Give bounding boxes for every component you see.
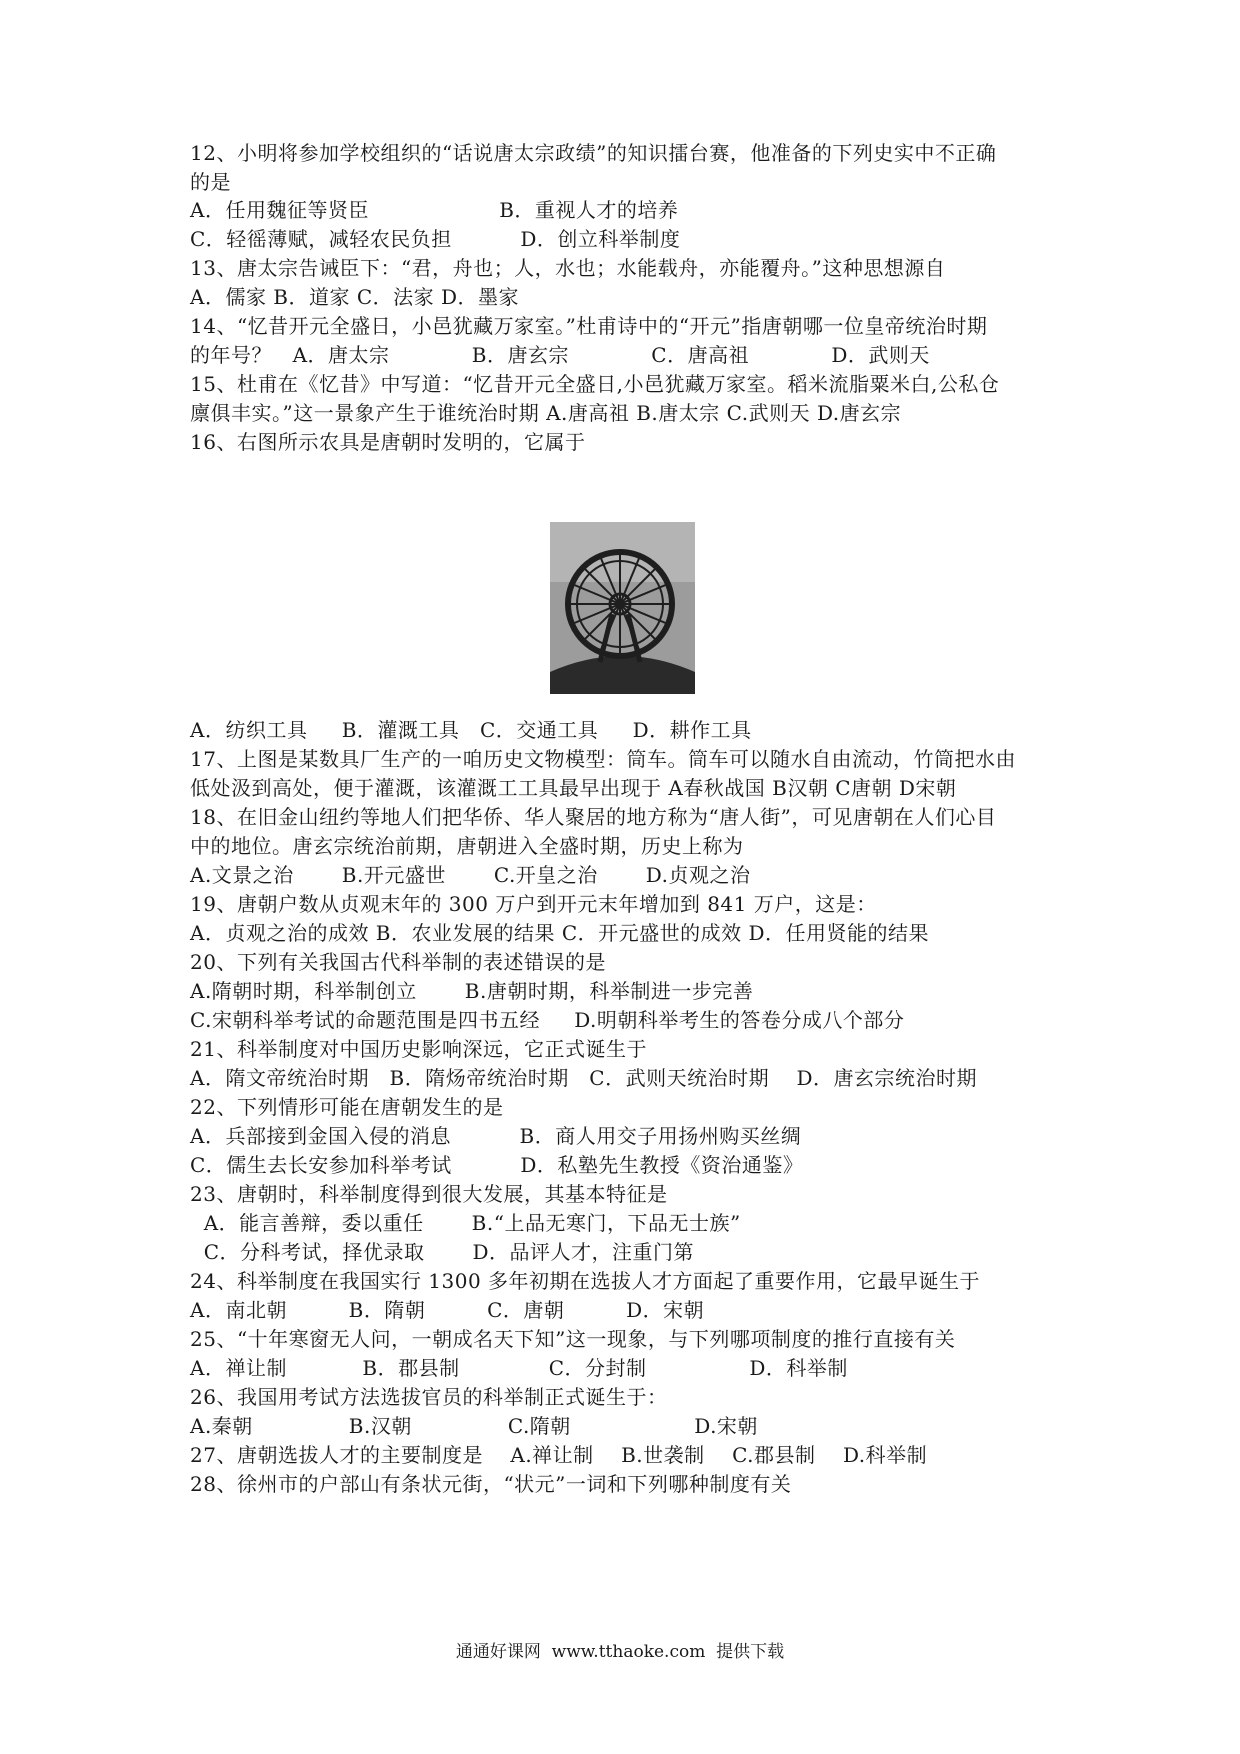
question-18-line-1: 18、在旧金山纽约等地人们把华侨、华人聚居的地方称为“唐人街”，可见唐朝在人们心目 [190,805,997,829]
question-16-stem: 16、右图所示农具是唐朝时发明的，它属于 [190,430,586,454]
question-21-stem: 21、科举制度对中国历史影响深远，它正式诞生于 [190,1037,647,1061]
question-14-options: 的年号？ A．唐太宗 B．唐玄宗 C．唐高祖 D．武则天 [190,343,930,367]
question-19-options: A．贞观之治的成效 B．农业发展的结果 C．开元盛世的成效 D．任用贤能的结果 [190,921,930,945]
question-12-options-ab: A．任用魏征等贤臣 B．重视人才的培养 [190,198,679,222]
question-23-options-ab: A．能言善辩，委以重任 B.“上品无寒门，下品无士族” [190,1211,741,1235]
question-21-options: A．隋文帝统治时期 B．隋炀帝统治时期 C．武则天统治时期 D．唐玄宗统治时期 [190,1066,978,1090]
footer-download-note: 通通好课网 www.tthaoke.com 提供下载 [455,1642,785,1662]
question-18-line-2: 中的地位。唐玄宗统治前期，唐朝进入全盛时期，历史上称为 [190,834,744,858]
question-18-options: A.文景之治 B.开元盛世 C.开皇之治 D.贞观之治 [190,863,751,887]
water-wheel-image [550,522,695,694]
question-22-options-cd: C．儒生去长安参加科举考试 D．私塾先生教授《资治通鉴》 [190,1153,804,1177]
question-27-line: 27、唐朝选拔人才的主要制度是 A.禅让制 B.世袭制 C.郡县制 D.科举制 [190,1443,928,1467]
question-26-options: A.秦朝 B.汉朝 C.隋朝 D.宋朝 [190,1414,758,1438]
question-19-stem: 19、唐朝户数从贞观末年的 300 万户到开元末年增加到 841 万户，这是： [190,892,877,916]
question-15-line-1: 15、杜甫在《忆昔》中写道：“忆昔开元全盛日,小邑犹藏万家室。稻米流脂粟米白,公私仓 [190,372,1000,396]
question-20-stem: 20、下列有关我国古代科举制的表述错误的是 [190,950,606,974]
question-12-line-1: 12、小明将参加学校组织的“话说唐太宗政绩”的知识擂台赛，他准备的下列史实中不正确 [190,141,997,165]
question-25-options: A．禅让制 B．郡县制 C．分封制 D．科举制 [190,1356,848,1380]
question-16-options: A．纺织工具 B．灌溉工具 C．交通工具 D．耕作工具 [190,718,752,742]
question-17-line-1: 17、上图是某数具厂生产的一咱历史文物模型：筒车。筒车可以随水自由流动，竹筒把水由 [190,747,1016,771]
question-13-stem: 13、唐太宗告诫臣下：“君，舟也；人，水也；水能载舟，亦能覆舟。”这种思想源自 [190,256,946,280]
question-22-options-ab: A．兵部接到金国入侵的消息 B．商人用交子用扬州购买丝绸 [190,1124,802,1148]
question-20-options-cd: C.宋朝科举考试的命题范围是四书五经 D.明朝科举考生的答卷分成八个部分 [190,1008,905,1032]
question-12-line-2: 的是 [190,170,231,194]
question-24-options: A．南北朝 B．隋朝 C．唐朝 D．宋朝 [190,1298,705,1322]
question-12-options-cd: C．轻徭薄赋，减轻农民负担 D．创立科举制度 [190,227,681,251]
question-14-stem: 14、“忆昔开元全盛日，小邑犹藏万家室。”杜甫诗中的“开元”指唐朝哪一位皇帝统治时期 [190,314,988,338]
question-20-options-ab: A.隋朝时期，科举制创立 B.唐朝时期，科举制进一步完善 [190,979,754,1003]
question-23-options-cd: C．分科考试，择优录取 D．品评人才，注重门第 [190,1240,695,1264]
question-25-stem: 25、“十年寒窗无人问，一朝成名天下知”这一现象，与下列哪项制度的推行直接有关 [190,1327,956,1351]
question-24-stem: 24、科举制度在我国实行 1300 多年初期在选拔人才方面起了重要作用，它最早诞生于 [190,1269,981,1293]
question-15-line-2: 廪俱丰实。”这一景象产生于谁统治时期 A.唐高祖 B.唐太宗 C.武则天 D.唐玄宗 [190,401,902,425]
question-13-options: A．儒家 B．道家 C．法家 D．墨家 [190,285,520,309]
question-17-line-2: 低处汲到高处，便于灌溉，该灌溉工工具最早出现于 A春秋战国 B汉朝 C唐朝 D宋朝 [190,776,957,800]
question-28-stem: 28、徐州市的户部山有条状元街，“状元”一词和下列哪种制度有关 [190,1472,792,1496]
question-22-stem: 22、下列情形可能在唐朝发生的是 [190,1095,504,1119]
question-26-stem: 26、我国用考试方法选拔官员的科举制正式诞生于： [190,1385,668,1409]
question-23-stem: 23、唐朝时，科举制度得到很大发展，其基本特征是 [190,1182,668,1206]
